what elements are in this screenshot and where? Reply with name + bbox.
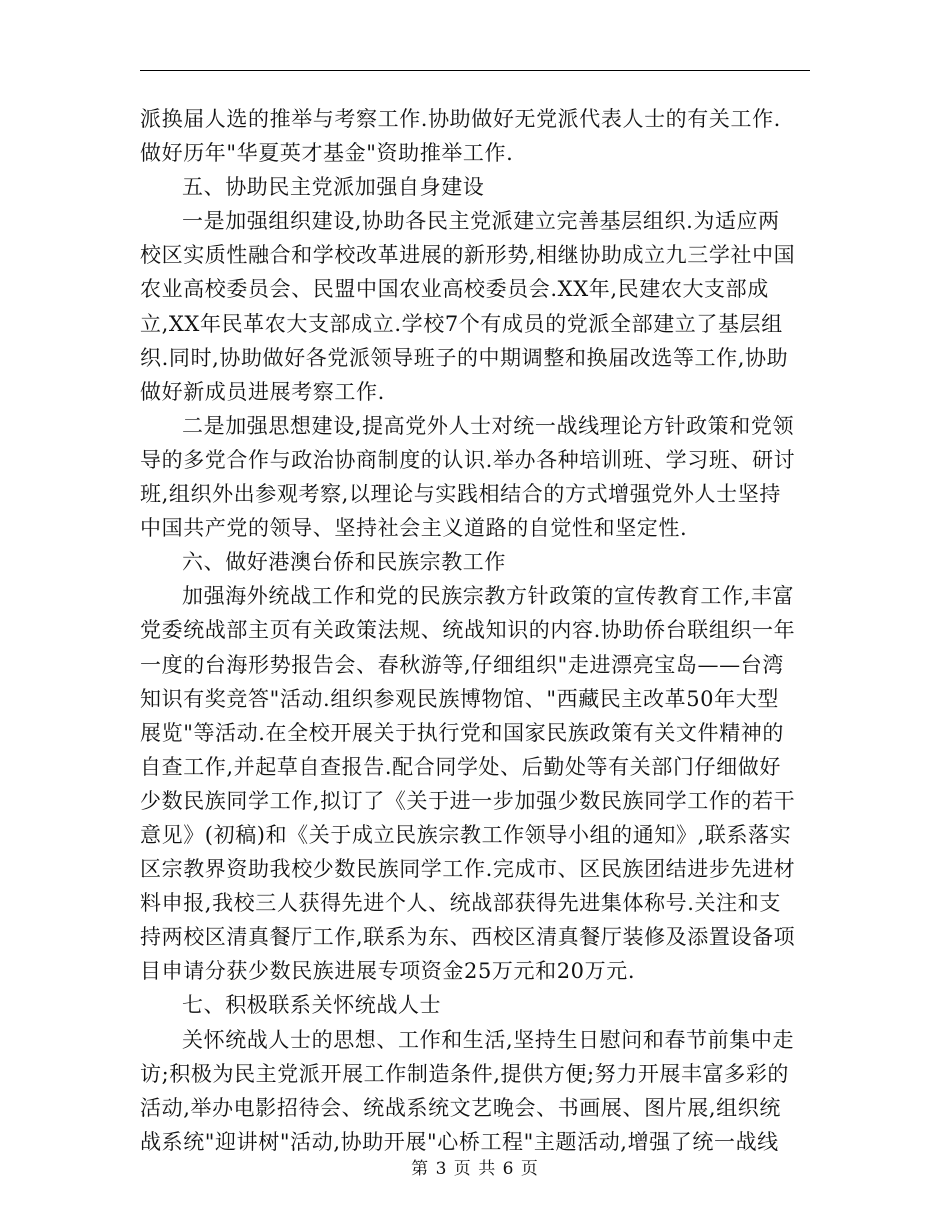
text-line: 派换届人选的推举与考察工作.协助做好无党派代表人士的有关工作. xyxy=(140,107,781,131)
document-body xyxy=(140,102,810,1159)
text-line: 中国共产党的领导、坚持社会主义道路的自觉性和坚定性. xyxy=(140,516,688,541)
text-line: 目申请分获少数民族进展专项资金25万元和20万元. xyxy=(140,959,636,984)
text-line: 党委统战部主页有关政策法规、统战知识的内容.协助侨台联组织一年 xyxy=(140,618,796,643)
page-number-footer: 第 3 页 共 6 页 xyxy=(411,1159,539,1179)
text-line: 区宗教界资助我校少数民族同学工作.完成市、区民族团结进步先进材 xyxy=(140,857,796,882)
text-line: 少数民族同学工作,拟订了《关于进一步加强少数民族同学工作的若干 xyxy=(140,788,796,813)
text-line: 二是加强思想建设,提高党外人士对统一战线理论方针政策和党领 xyxy=(182,413,795,438)
text-line: 一是加强组织建设,协助各民主党派建立完善基层组织.为适应两 xyxy=(182,209,780,234)
text-line: 活动,举办电影招待会、统战系统文艺晚会、书画展、图片展,组织统 xyxy=(140,1095,781,1120)
text-line: 自查工作,并起草自查报告.配合同学处、后勤处等有关部门仔细做好 xyxy=(140,754,781,779)
text-line: 校区实质性融合和学校改革进展的新形势,相继协助成立九三学社中国 xyxy=(140,243,796,268)
text-line: 立,XX年民革农大支部成立.学校7个有成员的党派全部建立了基层组 xyxy=(140,311,783,336)
text-line: 班,组织外出参观考察,以理论与实践相结合的方式增强党外人士坚持 xyxy=(140,482,781,507)
text-line: 六、做好港澳台侨和民族宗教工作 xyxy=(182,550,506,575)
text-line: 战系统"迎讲树"活动,协助开展"心桥工程"主题活动,增强了统一战线 xyxy=(140,1129,779,1154)
text-line: 做好历年"华夏英才基金"资助推举工作. xyxy=(140,141,514,166)
text-line: 料申报,我校三人获得先进个人、统战部获得先进集体称号.关注和支 xyxy=(140,891,781,916)
text-line: 访;积极为民主党派开展工作制造条件,提供方便;努力开展丰富多彩的 xyxy=(140,1061,790,1086)
text-line: 加强海外统战工作和党的民族宗教方针政策的宣传教育工作,丰富 xyxy=(182,584,795,609)
text-line: 织.同时,协助做好各党派领导班子的中期调整和换届改选等工作,协助 xyxy=(140,345,789,370)
text-line: 农业高校委员会、民盟中国农业高校委员会.XX年,民建农大支部成 xyxy=(140,277,769,302)
text-line: 导的多党合作与政治协商制度的认识.举办各种培训班、学习班、研讨 xyxy=(140,447,796,472)
text-line: 五、协助民主党派加强自身建设 xyxy=(182,175,485,200)
header-rule xyxy=(140,70,810,71)
text-line: 意见》(初稿)和《关于成立民族宗教工作领导小组的通知》,联系落实 xyxy=(140,822,792,847)
text-line: 七、积极联系关怀统战人士 xyxy=(182,993,442,1018)
text-line: 知识有奖竞答"活动.组织参观民族博物馆、"西藏民主改革50年大型 xyxy=(140,686,779,711)
text-line: 持两校区清真餐厅工作,联系为东、西校区清真餐厅装修及添置设备项 xyxy=(140,925,796,950)
text-line: 关怀统战人士的思想、工作和生活,坚持生日慰问和春节前集中走 xyxy=(182,1027,795,1052)
text-line: 展览"等活动.在全校开展关于执行党和国家民族政策有关文件精神的 xyxy=(140,720,784,745)
text-line: 一度的台海形势报告会、春秋游等,仔细组织"走进漂亮宝岛——台湾 xyxy=(140,652,784,677)
text-line: 做好新成员进展考察工作. xyxy=(140,379,385,404)
